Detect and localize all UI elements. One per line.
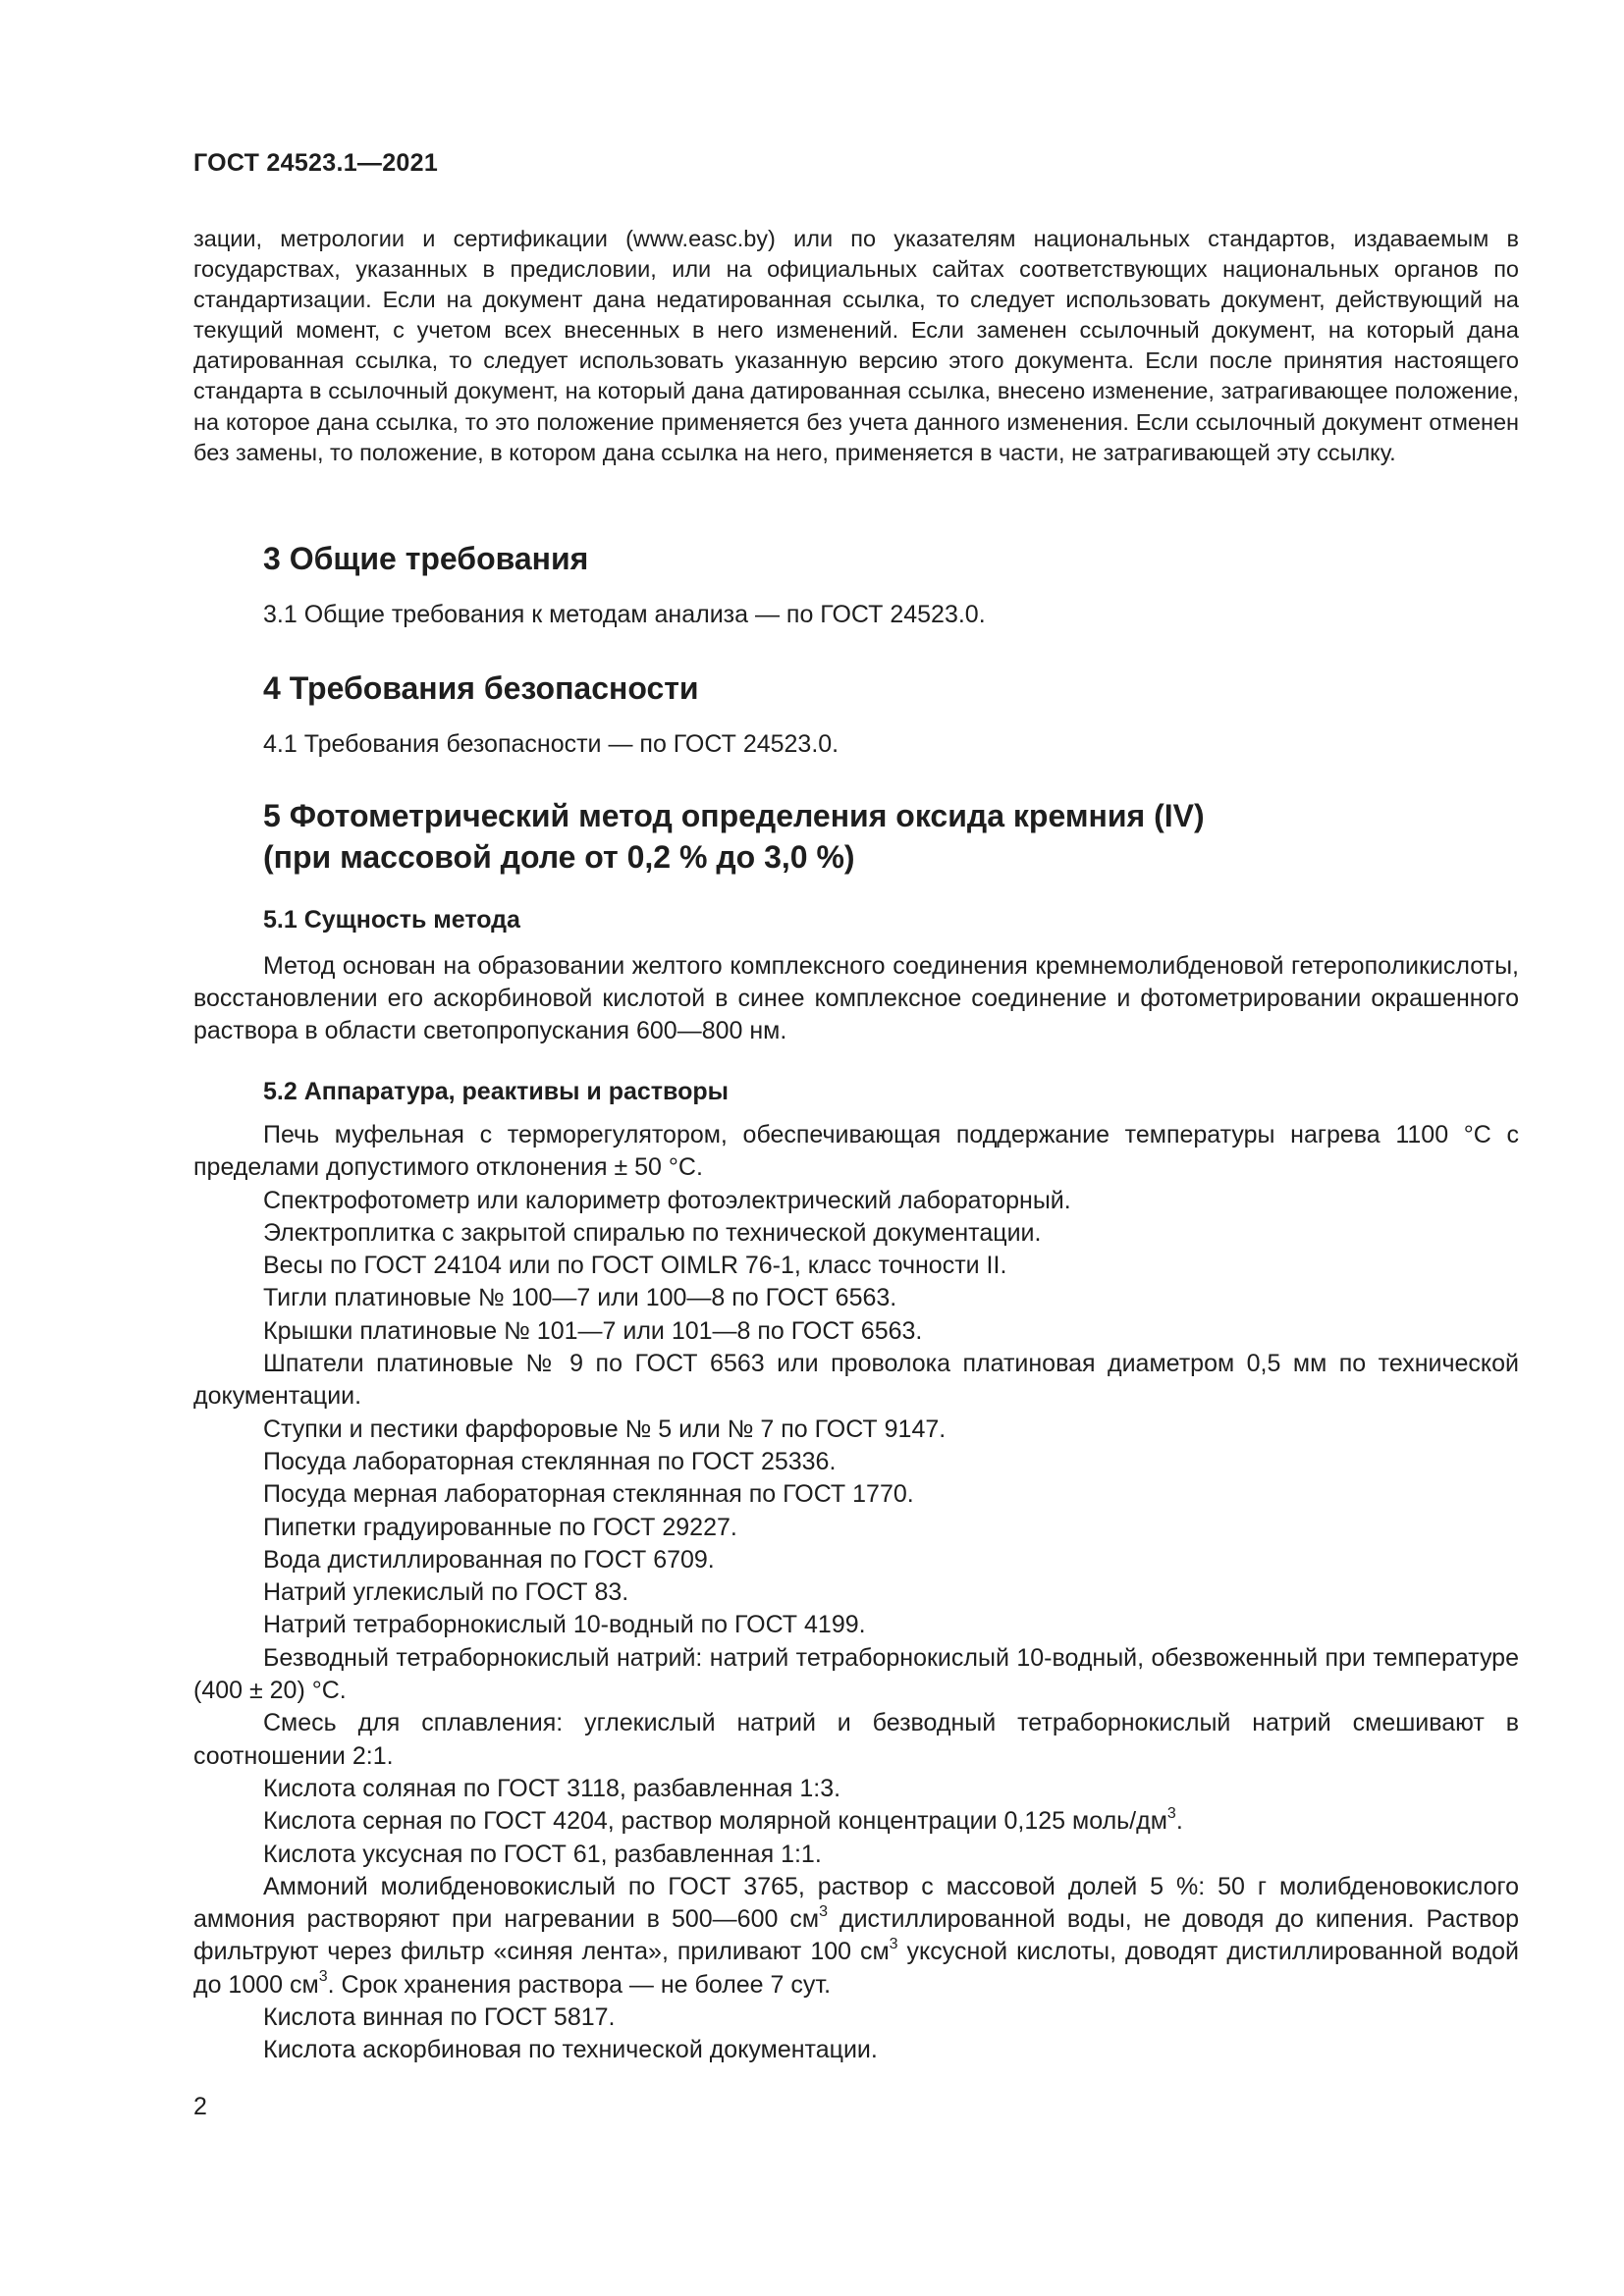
list-item: Кислота соляная по ГОСТ 3118, разбавленная 1:3. — [263, 1774, 841, 1802]
list-item: Посуда мерная лабораторная стеклянная по ГОСТ 1770. — [263, 1480, 914, 1509]
list-item: Спектрофотометр или калориметр фотоэлектрический лабораторный. — [263, 1186, 1071, 1214]
list-item: Пипетки градуированные по ГОСТ 29227. — [263, 1513, 737, 1541]
section-4-item: 4.1 Требования безопасности — по ГОСТ 24523.0. — [263, 730, 839, 758]
list-item: Шпатели платиновые № 9 по ГОСТ 6563 или проволока платиновая диаметром 0,5 мм по технической документации. — [193, 1350, 1519, 1411]
section-5-title-line1: 5 Фотометрический метод определения оксида кремния (IV) — [263, 798, 1205, 833]
list-item: Крышки платиновые № 101—7 или 101—8 по ГОСТ 6563. — [263, 1316, 923, 1345]
document-header: ГОСТ 24523.1—2021 — [193, 149, 439, 177]
list-item: Тигли платиновые № 100—7 или 100—8 по ГОСТ 6563. — [263, 1284, 897, 1312]
subsection-5-1-text: Метод основан на образовании желтого комплексного соединения кремнемолибденовой гетерополикислоты, восстановлении его аскорбиновой кислотой в синее комплексное соединение и фотометрировании окрашенного раствора в области светопропускания 600—800 нм. — [193, 952, 1519, 1044]
intro-paragraph: зации, метрологии и сертификации (www.easc.by) или по указателям национальных стандартов, издаваемым в государствах, указанных в предисловии, или на официальных сайтах соответствующих национальных органов по стандартизации. Если на документ дана недатированная ссылка, то следует использовать документ, действующий на текущий момент, с учетом всех внесенных в него изменений. Если заменен ссылочный документ, на который дана датированная ссылка, то следует использовать указанную версию этого документа. Если после принятия настоящего стандарта в ссылочный документ, на который дана датированная ссылка, внесено изменение, затрагивающее положение, на которое дана ссылка, то это положение применяется без учета данного изменения. Если ссылочный документ отменен без замены, то положение, в котором дана ссылка на него, применяется в части, не затрагивающей эту ссылку. — [193, 226, 1519, 465]
list-item-ammonium-molybdate: Аммоний молибденовокислый по ГОСТ 3765, раствор с массовой долей 5 %: 50 г молибденовокислого аммония растворяют при нагревании в 500—600 $см^3$ дистиллированной воды, не доводя до кипения. Раствор фильтруют через фильтр «синяя лента», приливают 100 $см^3$ уксусной кислоты, доводят дистиллированной водой до 1000 $см^3$. Срок хранения раствора — не более 7 сут. — [193, 1872, 1519, 1999]
section-3-item: 3.1 Общие требования к методам анализа — по ГОСТ 24523.0. — [263, 601, 986, 628]
list-item: Натрий тетраборнокислый 10-водный по ГОСТ 4199. — [263, 1611, 866, 1639]
list-item: Печь муфельная с терморегулятором, обеспечивающая поддержание температуры нагрева 1100 °С с пределами допустимого отклонения ± 50 °С. — [193, 1121, 1519, 1182]
list-item: Ступки и пестики фарфоровые № 5 или № 7 по ГОСТ 9147. — [263, 1415, 947, 1443]
list-item: Кислота винная по ГОСТ 5817. — [263, 2003, 616, 2032]
section-3-title: 3 Общие требования — [263, 541, 589, 576]
list-item: Кислота аскорбиновая по технической документации. — [263, 2036, 878, 2064]
page-number: 2 — [193, 2093, 207, 2120]
list-item: Натрий углекислый по ГОСТ 83. — [263, 1578, 629, 1607]
section-5-title-line2: (при массовой доле от 0,2 % до 3,0 %) — [263, 839, 855, 875]
list-item: Кислота уксусная по ГОСТ 61, разбавленная 1:1. — [263, 1840, 822, 1868]
list-item: Посуда лабораторная стеклянная по ГОСТ 25336. — [263, 1447, 837, 1475]
list-item: Безводный тетраборнокислый натрий: натрий тетраборнокислый 10-водный, обезвоженный при температуре (400 ± 20) °С. — [193, 1643, 1519, 1705]
subsection-5-1-title: 5.1 Сущность метода — [263, 906, 520, 934]
section-4-title: 4 Требования безопасности — [263, 670, 699, 706]
list-item: Весы по ГОСТ 24104 или по ГОСТ OIMLR 76-1, класс точности II. — [263, 1252, 1007, 1280]
subsection-5-2-title: 5.2 Аппаратура, реактивы и растворы — [263, 1078, 729, 1105]
equipment-list — [193, 1119, 1519, 2067]
list-item-sulfuric-acid: Кислота серная по ГОСТ 4204, раствор молярной концентрации 0,125 моль/$дм^3$. — [263, 1804, 1183, 1836]
list-item: Электроплитка с закрытой спиралью по технической документации. — [263, 1218, 1042, 1247]
section-5-title — [263, 795, 1510, 878]
list-item: Смесь для сплавления: углекислый натрий и безводный тетраборнокислый натрий смешивают в соотношении 2:1. — [193, 1709, 1519, 1770]
list-item: Вода дистиллированная по ГОСТ 6709. — [263, 1545, 715, 1574]
